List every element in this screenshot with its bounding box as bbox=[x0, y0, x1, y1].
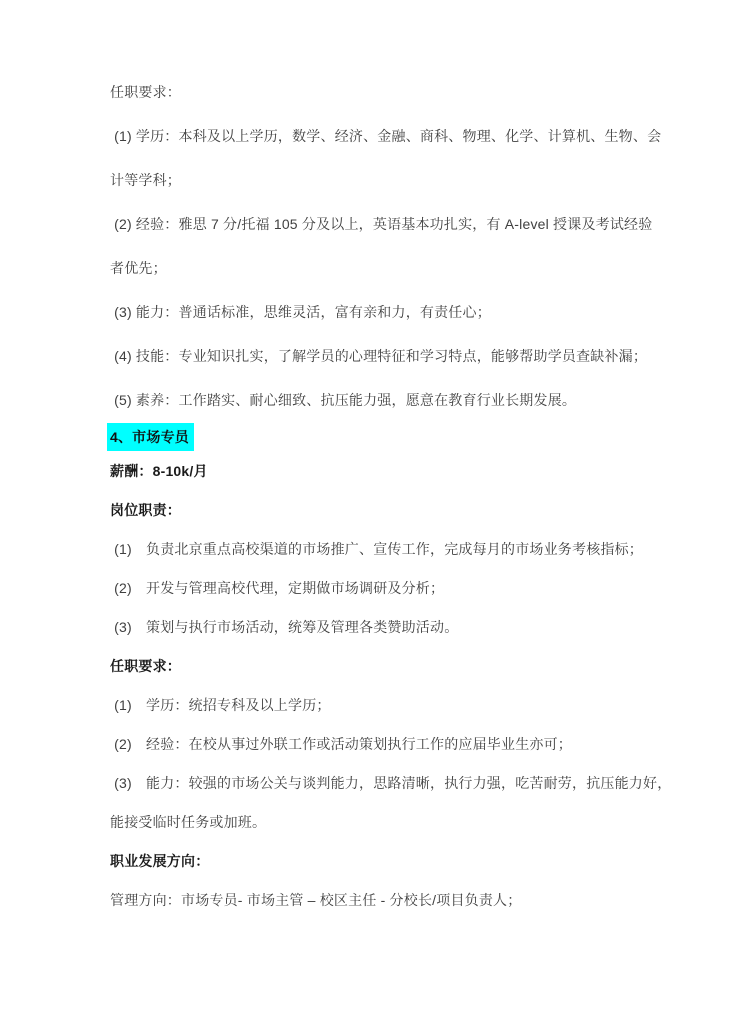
document-body bbox=[110, 70, 672, 920]
document-line: (2) 开发与管理高校代理，定期做市场调研及分析； bbox=[110, 580, 445, 596]
document-line: 职业发展方向： bbox=[110, 853, 210, 869]
job-section-heading bbox=[107, 422, 624, 452]
document-line: (5) 素养：工作踏实、耐心细致、抗压能力强，愿意在教育行业长期发展。 bbox=[110, 392, 577, 408]
document-line: 者优先； bbox=[110, 260, 167, 276]
document-line: 计等学科； bbox=[110, 172, 181, 188]
document-line: (4) 技能：专业知识扎实，了解学员的心理特征和学习特点，能够帮助学员查缺补漏； bbox=[110, 348, 648, 364]
document-line: (1) 学历：统招专科及以上学历； bbox=[110, 697, 331, 713]
document-line: (1) 学历：本科及以上学历，数学、经济、金融、商科、物理、化学、计算机、生物、会 bbox=[110, 128, 662, 144]
document-line: 管理方向：市场专员- 市场主管 – 校区主任 - 分校长/项目负责人； bbox=[110, 892, 522, 908]
document-line: (3) 能力：较强的市场公关与谈判能力，思路清晰，执行力强，吃苦耐劳，抗压能力好， bbox=[110, 775, 672, 791]
document-line: 任职要求： bbox=[110, 658, 181, 674]
document-line: (3) 能力：普通话标准，思维灵活，富有亲和力，有责任心； bbox=[110, 304, 491, 320]
document-line: (3) 策划与执行市场活动，统筹及管理各类赞助活动。 bbox=[110, 619, 459, 635]
document-line: (1) 负责北京重点高校渠道的市场推广、宣传工作，完成每月的市场业务考核指标； bbox=[110, 541, 643, 557]
document-line: (2) 经验：雅思 7 分/托福 105 分及以上，英语基本功扎实，有 A-level 授课及考试经验 bbox=[110, 216, 653, 232]
document-line: 任职要求： bbox=[110, 84, 181, 100]
document-line: 岗位职责： bbox=[110, 502, 181, 518]
document-line: 能接受临时任务或加班。 bbox=[110, 814, 267, 830]
document-line: 薪酬：8-10k/月 bbox=[110, 463, 208, 479]
document-line: (2) 经验：在校从事过外联工作或活动策划执行工作的应届毕业生亦可； bbox=[110, 736, 572, 752]
highlighted-heading-text: 4、市场专员 bbox=[107, 423, 194, 451]
